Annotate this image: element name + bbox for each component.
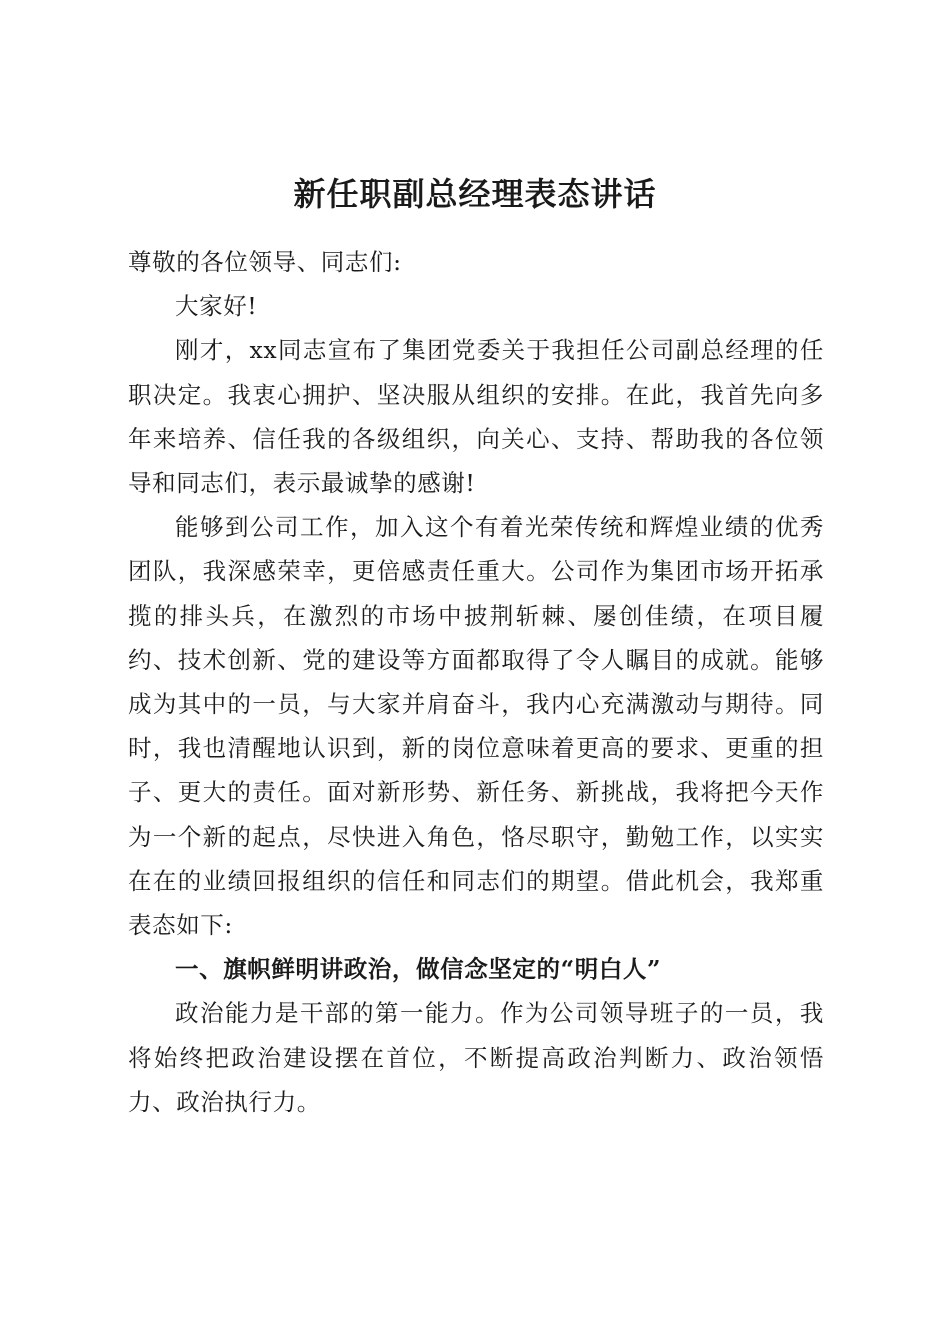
document-body (128, 240, 824, 1124)
section-heading-1: 一、旗帜鲜明讲政治，做信念坚定的“明白人” (175, 955, 662, 984)
salutation: 尊敬的各位领导、同志们: (128, 248, 402, 276)
paragraph-commitment: 能够到公司工作，加入这个有着光荣传统和辉煌业绩的优秀团队，我深感荣幸，更倍感责任重大。公司作为集团市场开拓承揽的排头兵，在激烈的市场中披荆斩棘、屡创佳绩，在项目履约、技术创新、党的建设等方面都取得了令人瞩目的成就。能够成为其中的一员，与大家并肩奋斗，我内心充满激动与期待。同时，我也清醒地认识到，新的岗位意味着更高的要求、更重的担子、更大的责任。面对新形势、新任务、新挑战，我将把今天作为一个新的起点，尽快进入角色，恪尽职守，勤勉工作，以实实在在的业绩回报组织的信任和同志们的期望。借此机会，我郑重表态如下: (128, 513, 824, 940)
paragraph-politics: 政治能力是干部的第一能力。作为公司领导班子的一员，我将始终把政治建设摆在首位，不断提高政治判断力、政治领悟力、政治执行力。 (128, 999, 824, 1116)
greeting: 大家好! (175, 292, 258, 321)
paragraph-thanks: 刚才，xx同志宣布了集团党委关于我担任公司副总经理的任职决定。我衷心拥护、坚决服从组织的安排。在此，我首先向多年来培养、信任我的各级组织，向关心、支持、帮助我的各位领导和同志们，表示最诚挚的感谢! (128, 336, 824, 498)
document-title: 新任职副总经理表态讲话 (293, 175, 657, 213)
